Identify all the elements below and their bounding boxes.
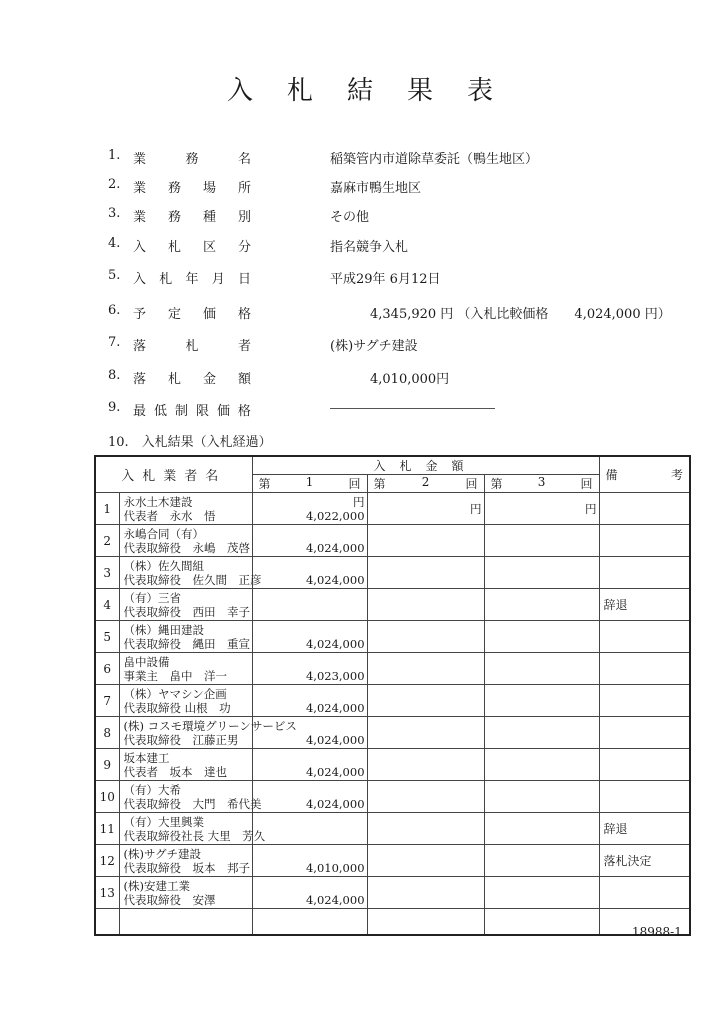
- amount-round-2: [367, 813, 484, 845]
- field-value: 稲築管内市道除草委託（鴨生地区）: [330, 152, 539, 167]
- remark: [599, 653, 690, 685]
- bidder-name: (株)サグチ建設 代表取締役 坂本 邦子: [119, 845, 252, 877]
- field-label: 業 務 名: [133, 152, 251, 167]
- field-number: 5.: [108, 268, 121, 283]
- table-row: [95, 845, 690, 877]
- table-row: [95, 493, 690, 525]
- bidder-name: (株)安建工業 代表取締役 安澤: [119, 877, 252, 909]
- remark: [599, 749, 690, 781]
- amount-round-3: 円: [484, 493, 599, 525]
- remark: [599, 493, 690, 525]
- amount-round-1: 4,010,000: [252, 845, 367, 877]
- amount-round-1: 4,024,000: [252, 781, 367, 813]
- amount-round-2: [367, 877, 484, 909]
- row-number: 4: [95, 589, 119, 621]
- field-value: 平成29年 6月12日: [330, 272, 441, 287]
- bidder-name: （株）佐久間組 代表取締役 佐久間 正彦: [119, 557, 252, 589]
- row-number: 1: [95, 493, 119, 525]
- table-row: [95, 525, 690, 557]
- blank-line: [330, 408, 495, 409]
- empty-row: [95, 909, 690, 935]
- field-label: 業 務 場 所: [133, 181, 251, 196]
- field-row: [0, 148, 720, 168]
- table-row: [95, 621, 690, 653]
- amount-round-3: [484, 557, 599, 589]
- field-number: 1.: [108, 148, 121, 163]
- empty-cell: [367, 909, 484, 935]
- amount-round-1: [252, 589, 367, 621]
- empty-cell: [252, 909, 367, 935]
- section-10-label: 10. 入札結果（入札経過）: [108, 435, 272, 450]
- row-number: 9: [95, 749, 119, 781]
- empty-cell: [119, 909, 252, 935]
- empty-cell: [484, 909, 599, 935]
- field-row: [0, 400, 720, 420]
- field-number: 2.: [108, 177, 121, 192]
- field-row: [0, 236, 720, 256]
- table-row: [95, 877, 690, 909]
- amount-round-1: 4,024,000: [252, 685, 367, 717]
- field-number: 4.: [108, 236, 121, 251]
- amount-round-1: 4,024,000: [252, 717, 367, 749]
- row-number: 3: [95, 557, 119, 589]
- amount-round-3: [484, 749, 599, 781]
- table-row: [95, 589, 690, 621]
- field-number: 7.: [108, 335, 121, 350]
- amount-round-3: [484, 525, 599, 557]
- amount-round-1: [252, 813, 367, 845]
- table-row: [95, 557, 690, 589]
- amount-round-1: 4,024,000: [252, 525, 367, 557]
- remark: 落札決定: [599, 845, 690, 877]
- amount-round-3: [484, 685, 599, 717]
- bidder-name: （有）大里興業 代表取締役社長 大里 芳久: [119, 813, 252, 845]
- remark: [599, 685, 690, 717]
- amount-round-2: [367, 685, 484, 717]
- document-number: 18988-1: [632, 925, 682, 939]
- row-number: 8: [95, 717, 119, 749]
- field-label: 最 低 制 限 価 格: [133, 404, 251, 419]
- amount-round-3: [484, 653, 599, 685]
- header-bid-amount: 入札金額: [252, 456, 599, 475]
- amount-round-2: [367, 653, 484, 685]
- remark: 辞退: [599, 813, 690, 845]
- field-label: 業 務 種 別: [133, 210, 251, 225]
- remark: [599, 877, 690, 909]
- row-number: 13: [95, 877, 119, 909]
- results-table: [94, 455, 691, 936]
- field-row: [0, 206, 720, 226]
- amount-round-2: [367, 845, 484, 877]
- field-value: その他: [330, 210, 370, 225]
- field-value: 嘉麻市鴨生地区: [330, 181, 422, 196]
- amount-round-3: [484, 877, 599, 909]
- table-row: [95, 813, 690, 845]
- row-number: 7: [95, 685, 119, 717]
- field-number: 6.: [108, 303, 121, 318]
- amount-round-2: 円: [367, 493, 484, 525]
- field-label: 予 定 価 格: [133, 307, 251, 322]
- table-row: [95, 749, 690, 781]
- header-round-1: 第 1 回: [252, 475, 367, 493]
- header-remarks: 備 考: [599, 456, 690, 493]
- empty-cell: [95, 909, 119, 935]
- amount-round-2: [367, 781, 484, 813]
- amount-round-1: 円 4,022,000: [252, 493, 367, 525]
- field-label: 入 札 区 分: [133, 240, 251, 255]
- amount-round-2: [367, 717, 484, 749]
- amount-round-3: [484, 845, 599, 877]
- row-number: 5: [95, 621, 119, 653]
- table-row: [95, 781, 690, 813]
- field-row: [0, 335, 720, 355]
- bidder-name: 永嶋合同（有） 代表取締役 永嶋 茂啓: [119, 525, 252, 557]
- remark: [599, 781, 690, 813]
- remark: [599, 717, 690, 749]
- row-number: 6: [95, 653, 119, 685]
- table-row: [95, 685, 690, 717]
- field-row: [0, 303, 720, 323]
- amount-round-3: [484, 589, 599, 621]
- table-row: [95, 717, 690, 749]
- field-label: 落 札 金 額: [133, 372, 251, 387]
- row-number: 12: [95, 845, 119, 877]
- field-row: [0, 368, 720, 388]
- amount-round-1: 4,024,000: [252, 621, 367, 653]
- bidder-name: 坂本建工 代表者 坂本 達也: [119, 749, 252, 781]
- amount-round-1: 4,024,000: [252, 877, 367, 909]
- bidder-name: （株）縄田建設 代表取締役 縄田 重宣: [119, 621, 252, 653]
- remark: 辞退: [599, 589, 690, 621]
- amount-round-3: [484, 621, 599, 653]
- amount-round-2: [367, 621, 484, 653]
- amount-round-3: [484, 813, 599, 845]
- field-number: 3.: [108, 206, 121, 221]
- amount-round-1: 4,024,000: [252, 557, 367, 589]
- field-label: 落 札 者: [133, 339, 251, 354]
- bidder-name: (株) コスモ環境グリーンサービス 代表取締役 江藤正男: [119, 717, 252, 749]
- amount-round-2: [367, 589, 484, 621]
- field-label: 入 札 年 月 日: [133, 272, 251, 287]
- header-round-2: 第 2 回: [367, 475, 484, 493]
- amount-round-2: [367, 525, 484, 557]
- field-value: (株)サグチ建設: [330, 339, 418, 354]
- field-row: [0, 177, 720, 197]
- bidder-name: 畠中設備 事業主 畠中 洋一: [119, 653, 252, 685]
- amount-round-3: [484, 781, 599, 813]
- bidder-name: 永水土木建設 代表者 永水 悟: [119, 493, 252, 525]
- header-bidder-name: 入札業者名: [95, 456, 252, 493]
- amount-round-3: [484, 717, 599, 749]
- remark: [599, 557, 690, 589]
- table-row: [95, 653, 690, 685]
- row-number: 2: [95, 525, 119, 557]
- header-round-3: 第 3 回: [484, 475, 599, 493]
- field-value: 4,345,920 円 （入札比較価格 4,024,000 円）: [370, 307, 671, 322]
- remark: [599, 621, 690, 653]
- amount-round-1: 4,024,000: [252, 749, 367, 781]
- page-title: 入札結果表: [226, 76, 527, 106]
- field-value: 指名競争入札: [330, 240, 409, 255]
- amount-round-2: [367, 749, 484, 781]
- amount-round-1: 4,023,000: [252, 653, 367, 685]
- remark: [599, 525, 690, 557]
- field-value: 4,010,000円: [370, 372, 450, 387]
- amount-round-2: [367, 557, 484, 589]
- bidder-name: （有）三省 代表取締役 西田 幸子: [119, 589, 252, 621]
- field-number: 8.: [108, 368, 121, 383]
- row-number: 10: [95, 781, 119, 813]
- row-number: 11: [95, 813, 119, 845]
- field-number: 9.: [108, 400, 121, 415]
- field-row: [0, 268, 720, 288]
- bidder-name: （株）ヤマシン企画 代表取締役 山根 功: [119, 685, 252, 717]
- field-value: [330, 400, 495, 415]
- bidder-name: （有）大希 代表取締役 大門 希代美: [119, 781, 252, 813]
